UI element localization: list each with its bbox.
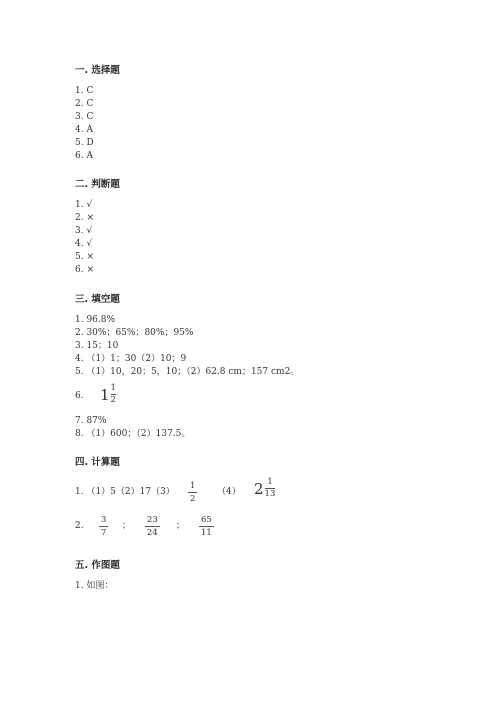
- fill-answer-1: 1. 96.8%: [75, 315, 116, 325]
- calc-answer-2-separator-2: ；: [176, 521, 186, 531]
- fraction-denominator: 2: [190, 494, 196, 504]
- fill-answer-3: 3. 15；10: [75, 341, 119, 351]
- choice-answer-5: 5. D: [75, 138, 94, 148]
- calc-answer-1-text: 1. （1）5（2）17（3）: [75, 487, 175, 497]
- fill-answer-6-mixed-number: [100, 384, 116, 405]
- drawing-answer-1: 1. 如图：: [75, 581, 114, 591]
- calc-answer-2-fraction-3: [199, 515, 214, 538]
- choice-answer-1: 1. C: [75, 86, 94, 96]
- judgement-answer-2: 2. ×: [75, 213, 94, 223]
- section-title-choice: 一. 选择题: [75, 65, 120, 76]
- calc-answer-2-separator-1: ；: [122, 521, 132, 531]
- fill-answer-6-label: 6.: [75, 391, 84, 401]
- choice-answer-3: 3. C: [75, 112, 94, 122]
- calc-answer-2-fraction-1: [99, 515, 108, 538]
- fill-answer-5: 5. （1）10，20；5，10；（2）62.8 cm；157 cm2。: [75, 367, 300, 377]
- fill-answer-7: 7. 87%: [75, 416, 107, 426]
- fraction-denominator: 11: [201, 528, 212, 538]
- fraction-numerator: 1: [190, 481, 196, 491]
- choice-answer-4: 4. A: [75, 125, 93, 135]
- judgement-answer-4: 4. √: [75, 239, 93, 249]
- fraction-bar: [99, 526, 108, 527]
- mixed-whole: 1: [100, 385, 110, 404]
- calc-answer-2-label: 2.: [75, 521, 84, 531]
- calc-answer-1-part4: （4）: [217, 487, 241, 497]
- judgement-answer-1: 1. √: [75, 200, 93, 210]
- judgement-answer-3: 3. √: [75, 226, 93, 236]
- judgement-answer-5: 5. ×: [75, 252, 94, 262]
- fraction-numerator: 1: [110, 383, 116, 393]
- section-title-judgement: 二. 判断题: [75, 179, 120, 190]
- section-title-fill-blank: 三. 填空题: [75, 294, 120, 305]
- fraction-bar: [199, 526, 214, 527]
- choice-answer-2: 2. C: [75, 99, 94, 109]
- fill-answer-8: 8. （1）600；（2）137.5。: [75, 429, 191, 439]
- fill-answer-4: 4. （1）1；30（2）10；9: [75, 354, 187, 364]
- fraction-denominator: 13: [264, 489, 276, 499]
- mixed-fraction: [111, 384, 116, 405]
- judgement-answer-6: 6. ×: [75, 265, 94, 275]
- fraction-bar: [188, 492, 197, 493]
- fraction-numerator: 1: [267, 477, 273, 487]
- fill-answer-2: 2. 30%；65%；80%；95%: [75, 328, 194, 338]
- mixed-whole: 2: [254, 479, 264, 498]
- fraction-numerator: 23: [147, 515, 158, 525]
- section-title-calculation: 四. 计算题: [75, 457, 120, 468]
- fraction-denominator: 7: [101, 528, 107, 538]
- section-title-drawing: 五. 作图题: [75, 560, 120, 571]
- choice-answer-6: 6. A: [75, 151, 93, 161]
- calc-answer-1-mixed-number: [254, 478, 275, 499]
- fraction-denominator: 2: [110, 395, 116, 405]
- mixed-fraction: [265, 478, 276, 499]
- fraction-bar: [145, 526, 160, 527]
- calc-answer-1-fraction: [188, 481, 197, 504]
- calc-answer-2-fraction-2: [145, 515, 160, 538]
- fraction-numerator: 65: [201, 515, 212, 525]
- fraction-numerator: 3: [101, 515, 107, 525]
- fraction-denominator: 24: [147, 528, 158, 538]
